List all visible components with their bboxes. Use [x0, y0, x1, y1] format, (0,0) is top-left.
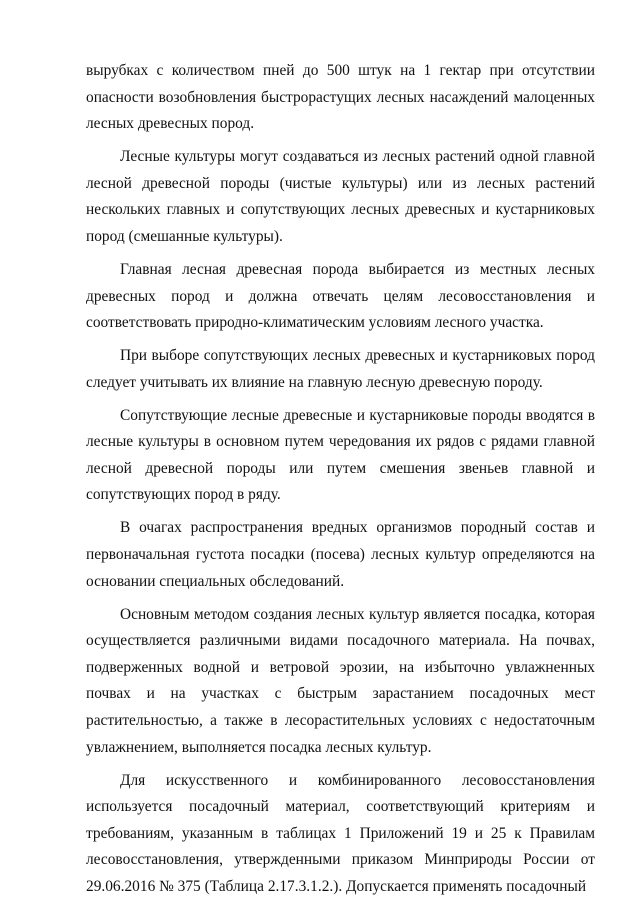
paragraph-accompanying-species-introduction: Сопутствующие лесные древесные и кустарниковые породы вводятся в лесные культуры в основном путем чередования их рядов с рядами главной лесной древесной породы или путем смешения звеньев главной и сопутствующих пород в ряду. [86, 406, 595, 504]
paragraph-continuation: вырубках с количеством пней до 500 штук на 1 гектар при отсутствии опасности возобновления быстрорастущих лесных насаждений малоценных лесных древесных пород. [86, 62, 595, 133]
paragraph-planting-material-requirements: Для искусственного и комбинированного лесовосстановления используется посадочный материал, соответствующий критериям и требованиям, указанным в таблицах 1 Приложений 19 и 25 к Правилам лесовосстановления, утвержденными приказом Минприроды России от 29.06.2016 № 375 (Таблица 2.17.3.1.2.). Допускается применять посадочный [86, 771, 595, 895]
document-body [86, 58, 595, 907]
paragraph-forest-cultures-composition: Лесные культуры могут создаваться из лесных растений одной главной лесной древесной породы (чистые культуры) или из лесных растений нескольких главных и сопутствующих лесных древесных и кустарниковых пород (смешанные культуры). [86, 148, 595, 245]
paragraph-pest-outbreak-areas: В очагах распространения вредных организмов породный состав и первоначальная густота посадки (посева) лесных культур определяются на основании специальных обследований. [86, 519, 595, 590]
paragraph-main-species-selection: Главная лесная древесная порода выбирается из местных лесных древесных пород и должна отвечать целям лесовосстановления и соответствовать природно-климатическим условиям лесного участка. [86, 260, 595, 332]
paragraph-accompanying-species-influence: При выборе сопутствующих лесных древесных и кустарниковых пород следует учитывать их влияние на главную лесную древесную породу. [86, 347, 595, 391]
paragraph-planting-method: Основным методом создания лесных культур является посадка, которая осуществляется различными видами посадочного материала. На почвах, подверженных водной и ветровой эрозии, на избыточно увлажненных почвах и на участках с быстрым зарастанием посадочных мест растительностью, а также в лесорастительных условиях с недостаточным увлажнением, выполняется посадка лесных культур. [86, 605, 595, 756]
